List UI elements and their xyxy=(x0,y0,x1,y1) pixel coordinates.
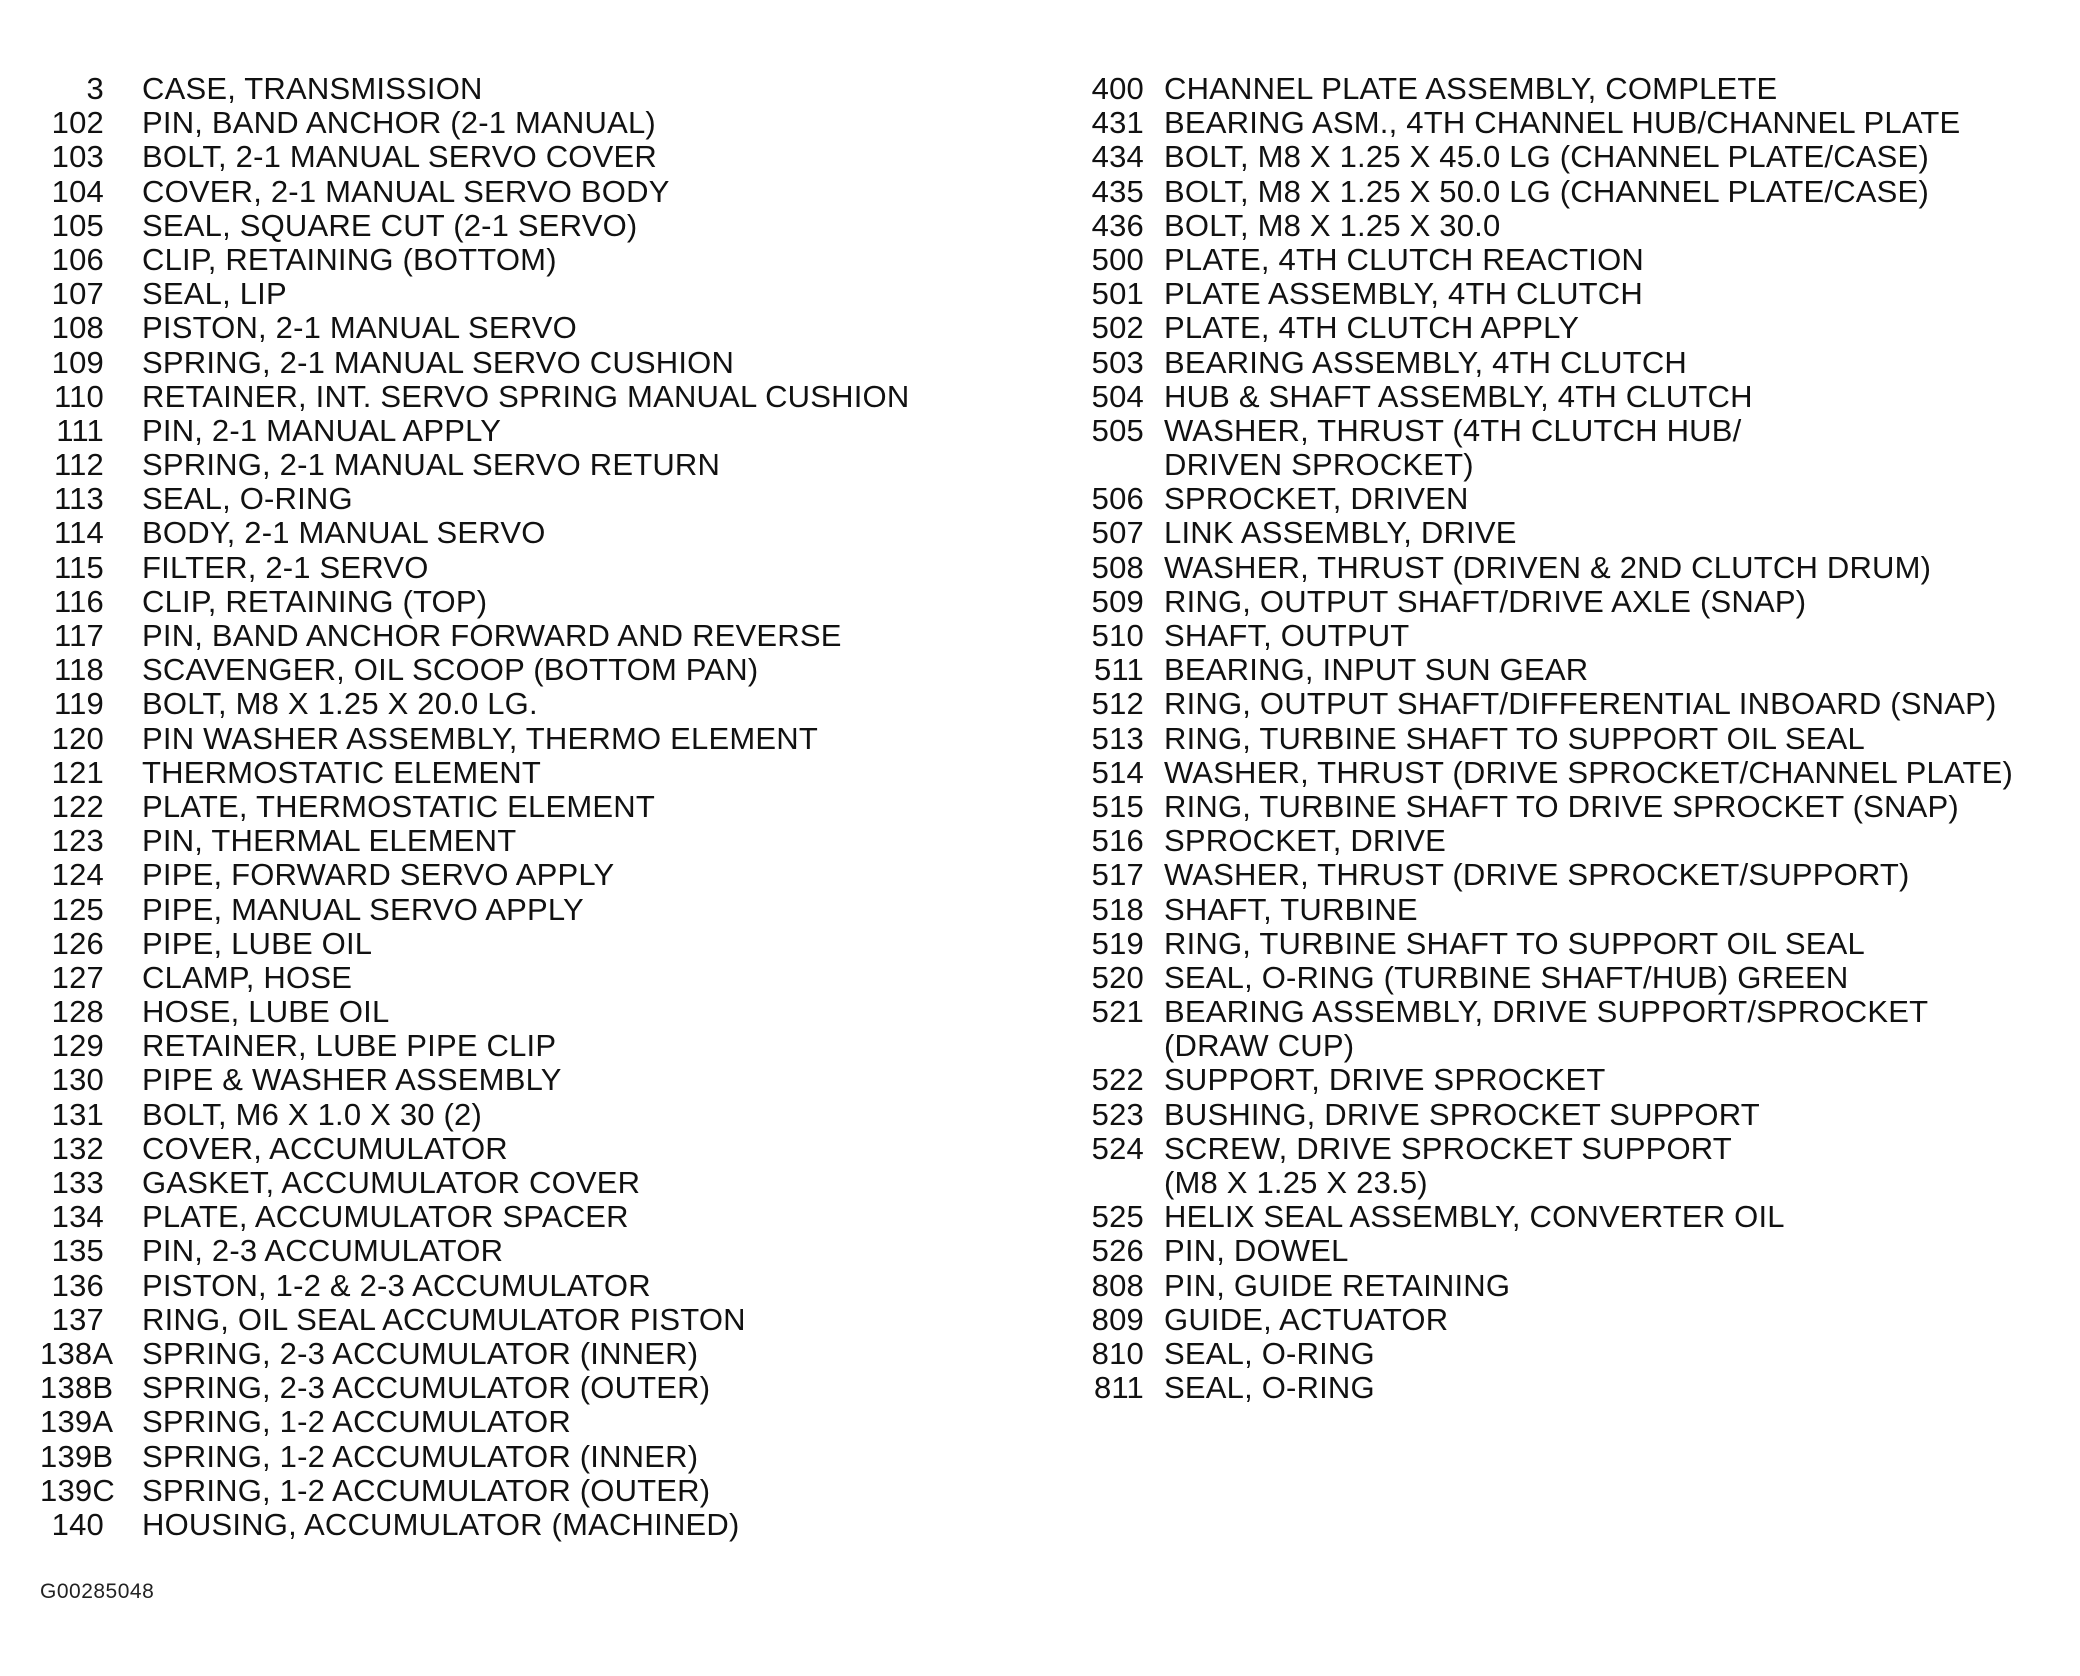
part-number: 103 xyxy=(51,139,104,175)
part-row xyxy=(40,1269,1050,1303)
part-row xyxy=(1075,1132,2075,1166)
part-row xyxy=(40,1200,1050,1234)
part-number: 123 xyxy=(51,823,104,859)
part-description: PIN, GUIDE RETAINING xyxy=(1164,1267,1511,1303)
part-description: SUPPORT, DRIVE SPROCKET xyxy=(1164,1062,1606,1098)
part-row xyxy=(1075,995,2075,1029)
part-number: 502 xyxy=(1091,310,1144,346)
part-description: WASHER, THRUST (DRIVE SPROCKET/SUPPORT) xyxy=(1164,857,1910,893)
part-description: BOLT, M8 X 1.25 X 45.0 LG (CHANNEL PLATE/CASE) xyxy=(1164,139,1929,175)
part-description: PIN, DOWEL xyxy=(1164,1233,1349,1269)
part-number: 129 xyxy=(51,1028,104,1064)
part-number: 526 xyxy=(1091,1233,1144,1269)
part-row xyxy=(1075,585,2075,619)
part-number: 105 xyxy=(51,207,104,243)
part-number: 811 xyxy=(1093,1370,1144,1406)
part-row xyxy=(1075,1371,2075,1405)
part-number: 136 xyxy=(51,1267,104,1303)
part-number: 525 xyxy=(1091,1199,1144,1235)
part-number: 138B xyxy=(40,1370,114,1406)
part-description: WASHER, THRUST (4TH CLUTCH HUB/ xyxy=(1164,412,1742,448)
part-description: BOLT, 2-1 MANUAL SERVO COVER xyxy=(142,139,657,175)
part-row xyxy=(1075,482,2075,516)
part-row xyxy=(40,1508,1050,1542)
part-description: PIPE, FORWARD SERVO APPLY xyxy=(142,857,615,893)
part-row xyxy=(40,414,1050,448)
part-description: (DRAW CUP) xyxy=(1164,1028,1355,1064)
part-row xyxy=(1075,1337,2075,1371)
part-number: 111 xyxy=(56,412,104,448)
part-row xyxy=(1075,1234,2075,1268)
part-description: CHANNEL PLATE ASSEMBLY, COMPLETE xyxy=(1164,71,1778,106)
part-number: 122 xyxy=(51,788,104,824)
part-description: BOLT, M8 X 1.25 X 20.0 LG. xyxy=(142,686,538,722)
part-number: 127 xyxy=(51,959,104,995)
part-description: SHAFT, TURBINE xyxy=(1164,891,1418,927)
part-number: 520 xyxy=(1091,959,1144,995)
part-description: CASE, TRANSMISSION xyxy=(142,71,483,106)
part-number: 436 xyxy=(1091,207,1144,243)
part-number: 115 xyxy=(53,549,104,585)
part-number: 110 xyxy=(53,378,104,414)
part-number: 434 xyxy=(1091,139,1144,175)
part-row xyxy=(1075,1166,2075,1200)
part-row xyxy=(40,585,1050,619)
part-row xyxy=(40,790,1050,824)
part-row xyxy=(1075,106,2075,140)
part-description: BOLT, M6 X 1.0 X 30 (2) xyxy=(142,1096,482,1132)
part-description: DRIVEN SPROCKET) xyxy=(1164,447,1474,483)
part-number: 510 xyxy=(1091,618,1144,653)
part-row xyxy=(1075,277,2075,311)
part-description: PLATE, THERMOSTATIC ELEMENT xyxy=(142,788,655,824)
part-row xyxy=(40,243,1050,277)
part-number: 125 xyxy=(51,891,104,927)
part-row xyxy=(40,722,1050,756)
part-row xyxy=(1075,1269,2075,1303)
part-number: 3 xyxy=(86,71,104,106)
part-description: PIPE, MANUAL SERVO APPLY xyxy=(142,891,584,927)
part-description: WASHER, THRUST (DRIVEN & 2ND CLUTCH DRUM) xyxy=(1164,549,1932,585)
part-number: 104 xyxy=(51,173,104,209)
part-description: RING, OUTPUT SHAFT/DRIVE AXLE (SNAP) xyxy=(1164,583,1807,619)
part-description: SPRING, 1-2 ACCUMULATOR xyxy=(142,1404,571,1440)
part-number: 501 xyxy=(1091,276,1144,312)
part-number: 506 xyxy=(1091,481,1144,517)
part-row xyxy=(1075,380,2075,414)
part-description: SEAL, O-RING xyxy=(1164,1370,1375,1406)
part-description: BEARING ASSEMBLY, DRIVE SUPPORT/SPROCKET xyxy=(1164,994,1929,1030)
part-description: PIN, BAND ANCHOR FORWARD AND REVERSE xyxy=(142,618,842,653)
part-description: RETAINER, INT. SERVO SPRING MANUAL CUSHION xyxy=(142,378,910,414)
part-number: 134 xyxy=(51,1199,104,1235)
part-number: 112 xyxy=(53,447,104,483)
part-description: BOLT, M8 X 1.25 X 30.0 xyxy=(1164,207,1501,243)
part-number: 109 xyxy=(51,344,104,380)
part-row xyxy=(40,1063,1050,1097)
part-row xyxy=(40,516,1050,550)
part-number: 505 xyxy=(1091,412,1144,448)
part-description: PLATE ASSEMBLY, 4TH CLUTCH xyxy=(1164,276,1643,312)
part-row xyxy=(1075,858,2075,892)
part-description: SPROCKET, DRIVE xyxy=(1164,823,1447,859)
part-number: 140 xyxy=(51,1506,104,1542)
part-number: 113 xyxy=(53,481,104,517)
part-description: HOUSING, ACCUMULATOR (MACHINED) xyxy=(142,1506,740,1542)
part-row xyxy=(40,311,1050,345)
part-row xyxy=(40,687,1050,721)
part-row xyxy=(40,1029,1050,1063)
part-row xyxy=(1075,1303,2075,1337)
part-number: 515 xyxy=(1091,788,1144,824)
part-number: 133 xyxy=(51,1165,104,1200)
part-row xyxy=(40,1474,1050,1508)
part-number: 102 xyxy=(51,105,104,141)
part-number: 514 xyxy=(1091,754,1144,790)
part-description: PIN, THERMAL ELEMENT xyxy=(142,823,517,859)
part-number: 522 xyxy=(1091,1062,1144,1098)
part-row xyxy=(40,106,1050,140)
part-row xyxy=(1075,1098,2075,1132)
part-description: SEAL, O-RING xyxy=(1164,1335,1375,1371)
part-number: 523 xyxy=(1091,1096,1144,1132)
part-description: PISTON, 1-2 & 2-3 ACCUMULATOR xyxy=(142,1267,651,1303)
part-number: 114 xyxy=(53,515,104,551)
part-description: SPRING, 2-3 ACCUMULATOR (INNER) xyxy=(142,1335,699,1371)
part-row xyxy=(1075,687,2075,721)
part-row xyxy=(1075,140,2075,174)
part-number: 120 xyxy=(51,720,104,756)
part-description: PISTON, 2-1 MANUAL SERVO xyxy=(142,310,577,346)
figure-code: G00285048 xyxy=(40,1580,155,1603)
part-description: PIN WASHER ASSEMBLY, THERMO ELEMENT xyxy=(142,720,818,756)
part-row xyxy=(40,619,1050,653)
part-row xyxy=(40,482,1050,516)
part-description: BUSHING, DRIVE SPROCKET SUPPORT xyxy=(1164,1096,1760,1132)
part-row xyxy=(40,653,1050,687)
part-row xyxy=(1075,893,2075,927)
part-number: 138A xyxy=(40,1335,114,1371)
part-number: 119 xyxy=(53,686,104,722)
part-number: 524 xyxy=(1091,1130,1144,1166)
part-number: 130 xyxy=(51,1062,104,1098)
part-row xyxy=(40,756,1050,790)
part-row xyxy=(40,1166,1050,1200)
part-description: PIPE, LUBE OIL xyxy=(142,925,373,961)
part-number: 116 xyxy=(53,583,104,619)
parts-list-right xyxy=(1075,72,2075,1405)
part-number: 139C xyxy=(40,1472,115,1508)
part-description: CLIP, RETAINING (TOP) xyxy=(142,583,488,619)
part-description: BEARING ASM., 4TH CHANNEL HUB/CHANNEL PLATE xyxy=(1164,105,1961,141)
part-number: 124 xyxy=(51,857,104,893)
part-description: SCAVENGER, OIL SCOOP (BOTTOM PAN) xyxy=(142,652,759,688)
part-number: 519 xyxy=(1091,925,1144,961)
part-number: 107 xyxy=(51,276,104,312)
part-description: HELIX SEAL ASSEMBLY, CONVERTER OIL xyxy=(1164,1199,1785,1235)
part-number: 503 xyxy=(1091,344,1144,380)
part-row xyxy=(40,995,1050,1029)
part-number: 509 xyxy=(1091,583,1144,619)
part-row xyxy=(40,1371,1050,1405)
part-description: CLIP, RETAINING (BOTTOM) xyxy=(142,241,557,277)
part-row xyxy=(40,1405,1050,1439)
part-number: 521 xyxy=(1091,994,1144,1030)
part-description: SHAFT, OUTPUT xyxy=(1164,618,1410,653)
part-row xyxy=(1075,790,2075,824)
part-row xyxy=(1075,311,2075,345)
part-number: 126 xyxy=(51,925,104,961)
part-description: HUB & SHAFT ASSEMBLY, 4TH CLUTCH xyxy=(1164,378,1753,414)
part-row xyxy=(1075,1063,2075,1097)
part-number: 808 xyxy=(1091,1267,1144,1303)
part-row xyxy=(1075,722,2075,756)
part-row xyxy=(40,1440,1050,1474)
part-description: SPROCKET, DRIVEN xyxy=(1164,481,1469,517)
part-number: 507 xyxy=(1091,515,1144,551)
part-description: SPRING, 1-2 ACCUMULATOR (INNER) xyxy=(142,1438,699,1474)
part-number: 121 xyxy=(51,754,104,790)
part-row xyxy=(40,927,1050,961)
part-description: GASKET, ACCUMULATOR COVER xyxy=(142,1165,641,1200)
part-row xyxy=(1075,243,2075,277)
part-number: 400 xyxy=(1091,71,1144,106)
part-row xyxy=(40,858,1050,892)
part-number: 139B xyxy=(40,1438,114,1474)
part-number: 118 xyxy=(53,652,104,688)
part-number: 513 xyxy=(1091,720,1144,756)
part-row xyxy=(1075,927,2075,961)
part-description: SPRING, 1-2 ACCUMULATOR (OUTER) xyxy=(142,1472,711,1508)
part-description: BOLT, M8 X 1.25 X 50.0 LG (CHANNEL PLATE/CASE) xyxy=(1164,173,1929,209)
part-row xyxy=(1075,653,2075,687)
part-row xyxy=(40,1234,1050,1268)
part-description: SEAL, O-RING xyxy=(142,481,353,517)
part-row xyxy=(1075,516,2075,550)
part-row xyxy=(40,824,1050,858)
part-description: CLAMP, HOSE xyxy=(142,959,353,995)
parts-list-left xyxy=(40,72,1050,1542)
part-row xyxy=(40,1098,1050,1132)
part-number: 117 xyxy=(53,618,104,653)
part-description: SPRING, 2-1 MANUAL SERVO CUSHION xyxy=(142,344,735,380)
part-description: PIPE & WASHER ASSEMBLY xyxy=(142,1062,562,1098)
part-row xyxy=(40,1337,1050,1371)
part-number: 504 xyxy=(1091,378,1144,414)
part-description: PLATE, ACCUMULATOR SPACER xyxy=(142,1199,629,1235)
part-description: WASHER, THRUST (DRIVE SPROCKET/CHANNEL PLATE) xyxy=(1164,754,2013,790)
part-row xyxy=(40,380,1050,414)
part-row xyxy=(1075,551,2075,585)
part-number: 508 xyxy=(1091,549,1144,585)
part-row xyxy=(1075,72,2075,106)
part-number: 809 xyxy=(1091,1301,1144,1337)
part-description: PLATE, 4TH CLUTCH APPLY xyxy=(1164,310,1580,346)
part-description: PLATE, 4TH CLUTCH REACTION xyxy=(1164,241,1645,277)
part-description: SPRING, 2-1 MANUAL SERVO RETURN xyxy=(142,447,721,483)
part-number: 810 xyxy=(1091,1335,1144,1371)
part-row xyxy=(1075,209,2075,243)
part-row xyxy=(1075,414,2075,448)
part-number: 137 xyxy=(51,1301,104,1337)
part-description: BEARING, INPUT SUN GEAR xyxy=(1164,652,1589,688)
part-row xyxy=(40,277,1050,311)
part-description: PIN, BAND ANCHOR (2-1 MANUAL) xyxy=(142,105,656,141)
part-description: SEAL, LIP xyxy=(142,276,287,312)
part-row xyxy=(1075,1200,2075,1234)
part-description: RING, TURBINE SHAFT TO SUPPORT OIL SEAL xyxy=(1164,720,1865,756)
part-row xyxy=(40,175,1050,209)
part-description: RETAINER, LUBE PIPE CLIP xyxy=(142,1028,557,1064)
part-row xyxy=(40,209,1050,243)
part-row xyxy=(40,961,1050,995)
part-description: LINK ASSEMBLY, DRIVE xyxy=(1164,515,1517,551)
part-row xyxy=(40,551,1050,585)
part-row xyxy=(1075,824,2075,858)
part-description: HOSE, LUBE OIL xyxy=(142,994,390,1030)
part-number: 108 xyxy=(51,310,104,346)
part-row xyxy=(1075,961,2075,995)
part-description: RING, OIL SEAL ACCUMULATOR PISTON xyxy=(142,1301,746,1337)
part-row xyxy=(1075,346,2075,380)
part-number: 106 xyxy=(51,241,104,277)
part-description: COVER, 2-1 MANUAL SERVO BODY xyxy=(142,173,670,209)
part-number: 435 xyxy=(1091,173,1144,209)
part-description: COVER, ACCUMULATOR xyxy=(142,1130,508,1166)
part-description: RING, TURBINE SHAFT TO DRIVE SPROCKET (SNAP) xyxy=(1164,788,1959,824)
part-description: BODY, 2-1 MANUAL SERVO xyxy=(142,515,546,551)
part-description: SCREW, DRIVE SPROCKET SUPPORT xyxy=(1164,1130,1732,1166)
part-description: RING, TURBINE SHAFT TO SUPPORT OIL SEAL xyxy=(1164,925,1865,961)
part-row xyxy=(40,140,1050,174)
part-row xyxy=(40,893,1050,927)
part-row xyxy=(1075,756,2075,790)
part-row xyxy=(40,72,1050,106)
part-description: THERMOSTATIC ELEMENT xyxy=(142,754,541,790)
part-number: 517 xyxy=(1091,857,1144,893)
part-number: 135 xyxy=(51,1233,104,1269)
part-description: PIN, 2-1 MANUAL APPLY xyxy=(142,412,502,448)
part-number: 518 xyxy=(1091,891,1144,927)
part-number: 511 xyxy=(1093,652,1144,688)
part-description: BEARING ASSEMBLY, 4TH CLUTCH xyxy=(1164,344,1687,380)
part-row xyxy=(40,1303,1050,1337)
part-row xyxy=(1075,1029,2075,1063)
part-number: 500 xyxy=(1091,241,1144,277)
part-number: 516 xyxy=(1091,823,1144,859)
part-number: 139A xyxy=(40,1404,114,1440)
part-number: 132 xyxy=(51,1130,104,1166)
part-description: (M8 X 1.25 X 23.5) xyxy=(1164,1165,1428,1200)
part-row xyxy=(40,448,1050,482)
part-description: GUIDE, ACTUATOR xyxy=(1164,1301,1449,1337)
part-description: SPRING, 2-3 ACCUMULATOR (OUTER) xyxy=(142,1370,711,1406)
part-description: SEAL, O-RING (TURBINE SHAFT/HUB) GREEN xyxy=(1164,959,1849,995)
part-row xyxy=(1075,175,2075,209)
part-row xyxy=(1075,448,2075,482)
part-description: FILTER, 2-1 SERVO xyxy=(142,549,429,585)
part-number: 131 xyxy=(51,1096,104,1132)
part-number: 512 xyxy=(1091,686,1144,722)
part-row xyxy=(40,1132,1050,1166)
part-description: SEAL, SQUARE CUT (2-1 SERVO) xyxy=(142,207,638,243)
part-description: RING, OUTPUT SHAFT/DIFFERENTIAL INBOARD (SNAP) xyxy=(1164,686,1997,722)
part-number: 431 xyxy=(1091,105,1144,141)
part-number: 128 xyxy=(51,994,104,1030)
part-row xyxy=(40,346,1050,380)
part-description: PIN, 2-3 ACCUMULATOR xyxy=(142,1233,504,1269)
part-row xyxy=(1075,619,2075,653)
